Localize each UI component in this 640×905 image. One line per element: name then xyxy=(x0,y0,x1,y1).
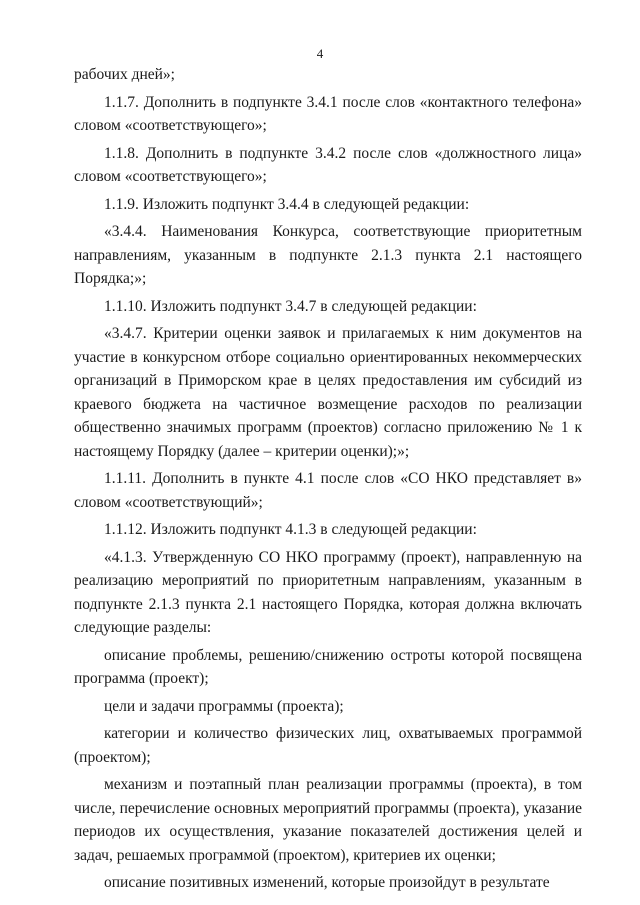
paragraph: описание позитивных изменений, которые произойдут в результате xyxy=(104,874,550,891)
paragraph: 1.1.12. Изложить подпункт 4.1.3 в следующей редакции: xyxy=(104,521,477,538)
page-number: 4 xyxy=(316,46,324,61)
paragraph: описание проблемы, решению/снижению остроты которой посвящена программа (проект); xyxy=(74,646,582,687)
paragraph: 1.1.10. Изложить подпункт 3.4.7 в следующей редакции: xyxy=(104,297,477,315)
paragraph: рабочих дней»; xyxy=(74,66,175,83)
paragraph: 1.1.11. Дополнить в пункте 4.1 после слов «СО НКО представляет в» словом «соответствующий»; xyxy=(74,470,582,511)
paragraph: «3.4.7. Критерии оценки заявок и прилагаемых к ним документов на участие в конкурсном отборе социально ориентированных некоммерческих организаций в Приморском крае в целях предоставления им субсидий из краевого бюджета на частичное возмещение расходов по реализации общественно значимых программ (проектов) согласно приложению № 1 к настоящему Порядку (далее – критерии оценки);»; xyxy=(74,325,582,460)
paragraph: «4.1.3. Утвержденную СО НКО программу (проект), направленную на реализацию мероприятий по приоритетным направлениям, указанным в подпункте 2.1.3 пункта 2.1 настоящего Порядка, которая должна включать следующие разделы: xyxy=(74,548,582,636)
paragraph: механизм и поэтапный план реализации программы (проекта), в том числе, перечисление основных мероприятий программы (проекта), указание периодов их осуществления, указание показателей достижения целей и задач, решаемых программой (проектом), критериев их оценки; xyxy=(74,776,582,864)
paragraph: «3.4.4. Наименования Конкурса, соответствующие приоритетным направлениям, указанным в подпункте 2.1.3 пункта 2.1 настоящего Порядка;»; xyxy=(74,223,582,287)
paragraph: категории и количество физических лиц, охватываемых программой (проектом); xyxy=(74,725,582,766)
paragraph: 1.1.8. Дополнить в подпункте 3.4.2 после слов «должностного лица» словом «соответствующего»; xyxy=(74,144,582,185)
paragraph: 1.1.7. Дополнить в подпункте 3.4.1 после слов «контактного телефона» словом «соответствующего»; xyxy=(74,93,582,134)
paragraph: 1.1.9. Изложить подпункт 3.4.4 в следующей редакции: xyxy=(104,195,470,213)
paragraph: цели и задачи программы (проекта); xyxy=(104,697,344,715)
document-body xyxy=(74,63,582,895)
